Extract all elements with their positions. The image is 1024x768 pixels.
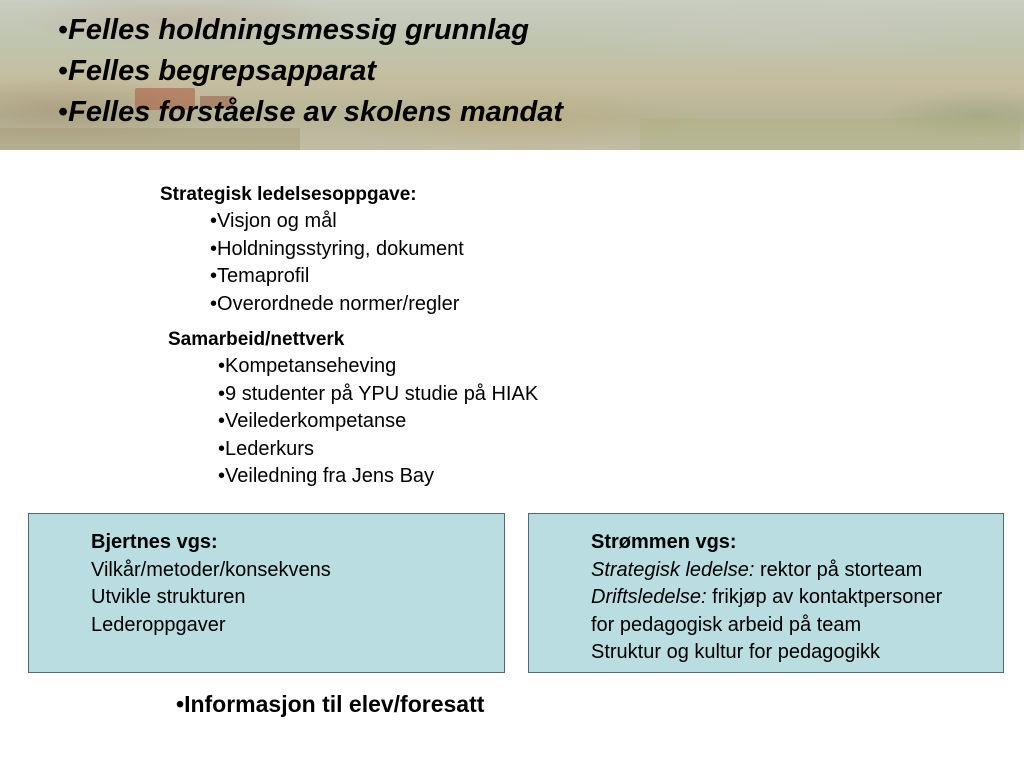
header-background-photo — [0, 0, 1024, 150]
strategic-list — [160, 208, 464, 318]
header-bullet-list — [58, 10, 563, 133]
photo-field-shape — [640, 118, 1020, 150]
bjertnes-line: Utvikle strukturen — [91, 586, 246, 608]
list-item: •Overordnede normer/regler — [210, 292, 460, 315]
header-bullet: •Felles begrepsapparat — [58, 55, 376, 87]
list-item: •Temaprofil — [210, 265, 310, 287]
list-item: •Kompetanseheving — [218, 355, 397, 377]
strommen-box — [528, 513, 1004, 673]
footer-bullet: •Informasjon til elev/foresatt — [176, 691, 485, 717]
bjertnes-line: Vilkår/metoder/konsekvens — [91, 558, 331, 581]
strategic-label: Strategisk ledelse: — [591, 558, 755, 581]
bjertnes-line: Lederoppgaver — [91, 613, 226, 636]
strommen-title: Strømmen vgs: — [591, 531, 737, 553]
strommen-content — [591, 529, 942, 667]
list-item: •Visjon og mål — [210, 210, 337, 232]
strategic-title: Strategisk ledelsesoppgave: — [160, 184, 417, 205]
cooperation-title: Samarbeid/nettverk — [168, 329, 345, 350]
cooperation-section — [168, 326, 538, 491]
list-item: •Veilederkompetanse — [218, 410, 407, 432]
operations-label: Driftsledelse: — [591, 586, 707, 608]
bjertnes-box — [28, 513, 505, 673]
strommen-operations-line: Driftsledelse: frikjøp av kontaktpersoner — [591, 586, 943, 608]
header-bullet: •Felles holdningsmessig grunnlag — [58, 14, 529, 46]
bullet-icon: • — [58, 55, 69, 87]
list-item: •9 studenter på YPU studie på HIAK — [218, 382, 539, 405]
strommen-strategic-line: Strategisk ledelse: rektor på storteam — [591, 558, 923, 581]
strommen-line: Struktur og kultur for pedagogikk — [591, 641, 881, 663]
bjertnes-title: Bjertnes vgs: — [91, 531, 218, 553]
header-bullet: •Felles forståelse av skolens mandat — [58, 96, 563, 128]
strommen-line: for pedagogisk arbeid på team — [591, 613, 862, 636]
list-item: •Veiledning fra Jens Bay — [218, 465, 435, 487]
bjertnes-content — [91, 529, 331, 639]
list-item: •Holdningsstyring, dokument — [210, 237, 464, 260]
bullet-icon: • — [58, 96, 69, 128]
cooperation-list — [168, 353, 538, 491]
list-item: •Lederkurs — [218, 437, 314, 460]
bullet-icon: • — [58, 14, 69, 46]
strategic-section — [160, 181, 464, 318]
